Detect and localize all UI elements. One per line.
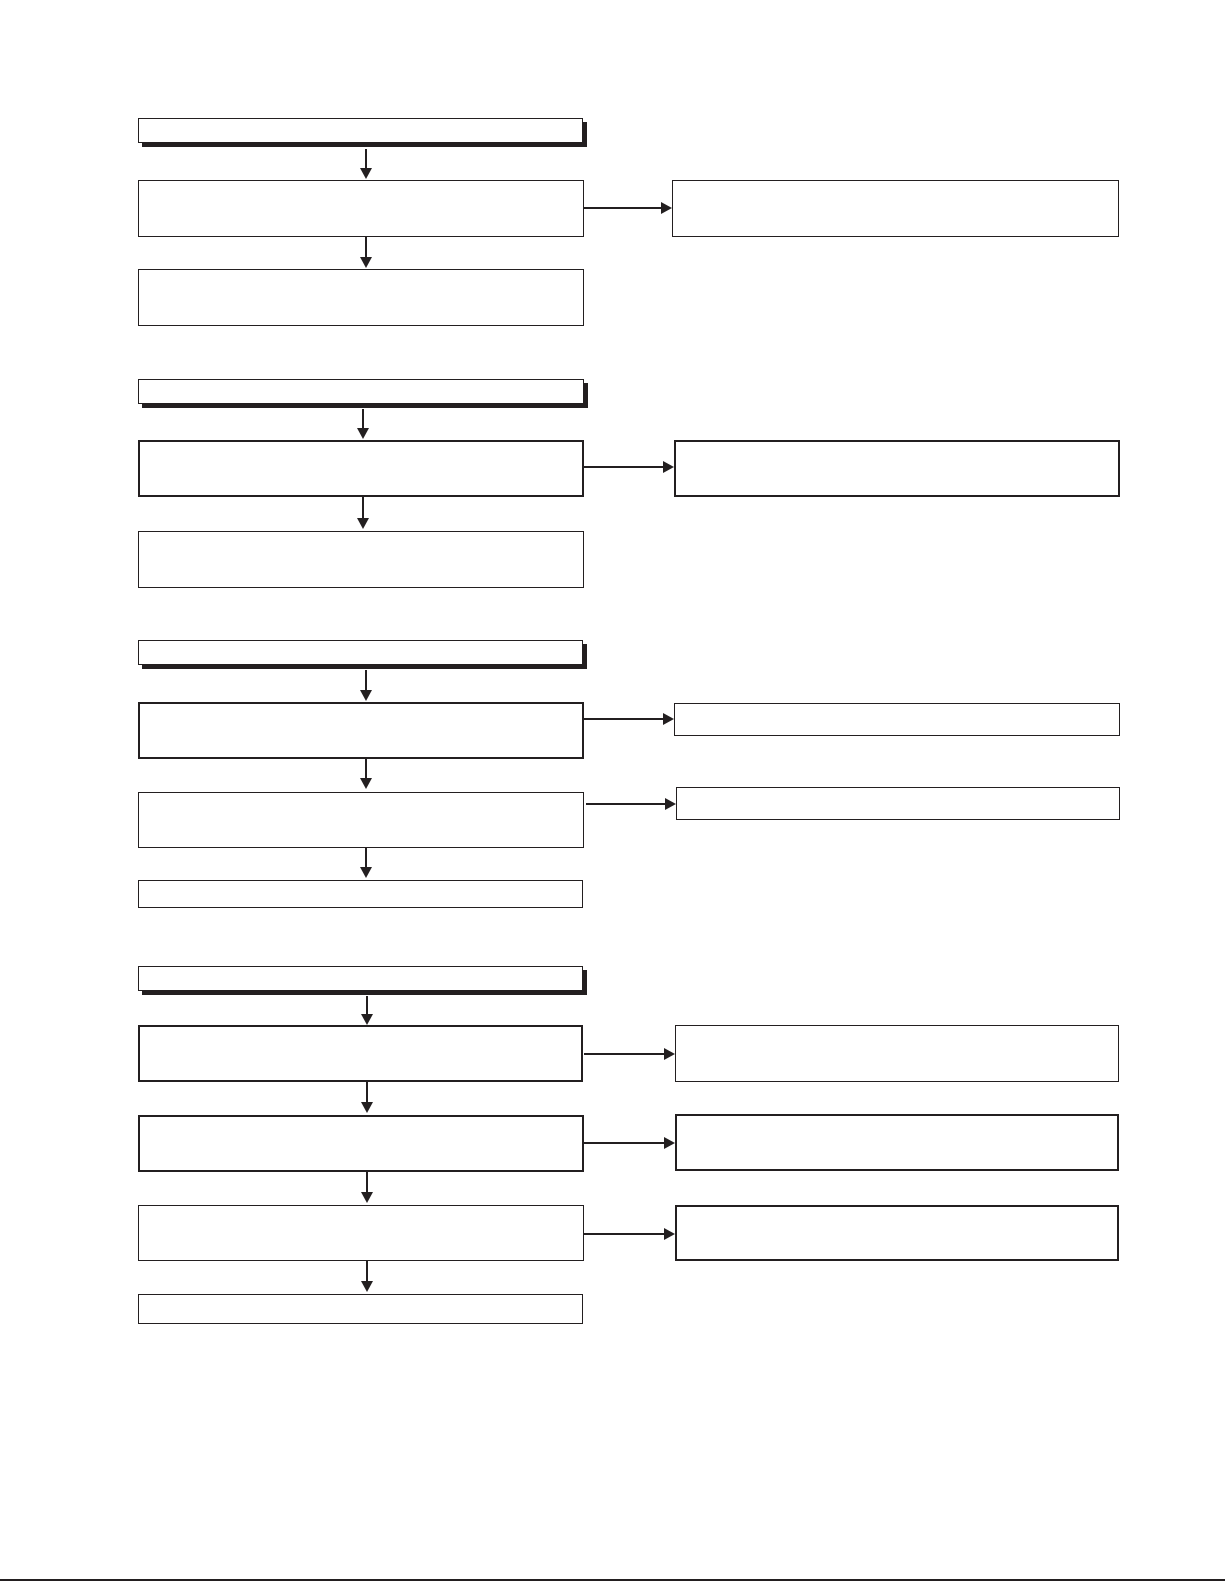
section-4-header [138, 966, 583, 991]
section-4-branch-2-text [677, 1113, 693, 1136]
section-1-branch-1-text [673, 178, 689, 201]
section-4-step-4 [138, 1294, 583, 1324]
section-3-step-3 [138, 880, 583, 908]
section-1-step-1 [138, 180, 584, 237]
connector [584, 1053, 665, 1055]
arrow-down-icon [360, 257, 372, 268]
section-3-step-1-text [140, 701, 156, 724]
section-3-branch-1-text [675, 701, 691, 724]
section-4-branch-1 [675, 1025, 1119, 1082]
section-1-header [138, 118, 583, 143]
section-4-step-4-text [139, 1292, 155, 1315]
section-1-step-2 [138, 269, 584, 326]
section-4-branch-3 [675, 1205, 1119, 1261]
connector [365, 670, 367, 691]
section-4-header-text [139, 964, 155, 987]
page-bottom-rule [0, 1579, 1225, 1581]
section-1-branch-1 [672, 180, 1119, 237]
section-4-branch-1-text [676, 1023, 692, 1046]
arrow-down-icon [361, 1102, 373, 1113]
connector [365, 848, 367, 868]
connector [365, 237, 367, 257]
section-3-branch-1 [674, 703, 1120, 736]
connector [366, 1082, 368, 1103]
arrow-down-icon [360, 867, 372, 878]
section-2-header-text [139, 377, 155, 400]
arrow-down-icon [360, 168, 372, 179]
section-2-header [138, 379, 584, 404]
connector [584, 207, 662, 209]
section-3-step-2-text [139, 790, 155, 813]
section-4-branch-3-text [677, 1204, 693, 1227]
connector [584, 466, 664, 468]
connector [362, 497, 364, 519]
section-3-step-3-text [139, 878, 155, 901]
arrow-right-icon [664, 1137, 675, 1149]
section-3-step-1 [138, 702, 584, 759]
connector [584, 1233, 665, 1235]
section-2-step-2 [138, 531, 584, 588]
connector [365, 149, 367, 169]
connector [366, 1172, 368, 1193]
section-3-header-text [139, 638, 155, 661]
connector [362, 409, 364, 429]
section-4-branch-2 [675, 1114, 1119, 1171]
arrow-right-icon [663, 713, 674, 725]
arrow-down-icon [357, 428, 369, 439]
section-2-branch-1 [674, 440, 1120, 497]
connector [586, 803, 666, 805]
arrow-down-icon [360, 690, 372, 701]
section-3-branch-2-text [677, 785, 693, 808]
arrow-down-icon [361, 1014, 373, 1025]
arrow-right-icon [664, 1228, 675, 1240]
section-2-step-1-text [140, 439, 156, 462]
connector [584, 718, 664, 720]
connector [365, 759, 367, 779]
section-4-step-2-text [140, 1114, 156, 1137]
section-4-step-1-text [140, 1024, 156, 1047]
arrow-down-icon [357, 518, 369, 529]
section-4-step-2 [138, 1115, 584, 1172]
arrow-down-icon [361, 1192, 373, 1203]
section-1-step-2-text [139, 267, 155, 290]
connector [584, 1142, 665, 1144]
section-4-step-1 [138, 1025, 583, 1082]
section-2-step-2-text [139, 529, 155, 552]
arrow-down-icon [361, 1281, 373, 1292]
arrow-right-icon [663, 461, 674, 473]
arrow-right-icon [664, 1048, 675, 1060]
section-4-step-3 [138, 1205, 584, 1261]
connector [366, 996, 368, 1015]
arrow-down-icon [360, 778, 372, 789]
section-4-step-3-text [139, 1203, 155, 1226]
section-2-step-1 [138, 440, 584, 497]
section-1-step-1-text [139, 178, 155, 201]
arrow-right-icon [661, 202, 672, 214]
arrow-right-icon [665, 798, 676, 810]
section-2-branch-1-text [676, 439, 692, 462]
section-1-header-text [139, 116, 155, 139]
section-3-step-2 [138, 792, 584, 848]
connector [366, 1261, 368, 1282]
section-3-branch-2 [676, 787, 1120, 820]
section-3-header [138, 640, 583, 665]
